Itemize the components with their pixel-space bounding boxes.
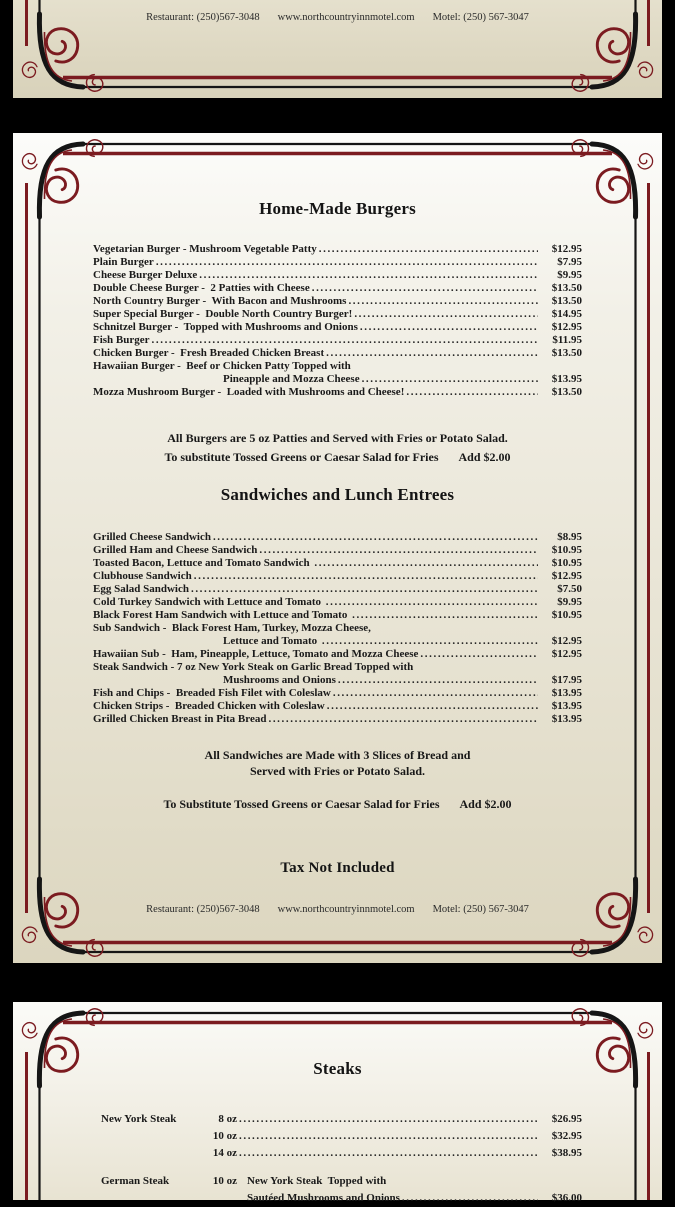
menu-item bbox=[93, 269, 582, 282]
menu-item bbox=[93, 596, 582, 609]
dot-leader bbox=[319, 243, 538, 256]
item-price: $13.95 bbox=[551, 373, 582, 385]
item-price: $12.95 bbox=[551, 635, 582, 647]
dot-leader bbox=[362, 373, 538, 386]
menu-item bbox=[93, 243, 582, 256]
item-price: $26.95 bbox=[551, 1113, 582, 1125]
item-price: $13.95 bbox=[551, 713, 582, 725]
tax-note: Tax Not Included bbox=[280, 860, 395, 876]
item-price: $14.95 bbox=[551, 308, 582, 320]
item-name: North Country Burger - With Bacon and Mushrooms bbox=[93, 295, 347, 307]
dot-leader bbox=[420, 648, 538, 661]
dot-leader bbox=[268, 713, 538, 726]
dot-leader bbox=[191, 583, 538, 596]
dot-leader bbox=[239, 1145, 538, 1162]
dot-leader bbox=[312, 282, 538, 295]
item-name: Plain Burger bbox=[93, 256, 154, 268]
item-price: $12.95 bbox=[551, 570, 582, 582]
menu-item bbox=[93, 256, 582, 269]
corner-flourish-bottom-right bbox=[572, 879, 655, 957]
substitute-note: To Substitute Tossed Greens or Caesar Salad for Fries bbox=[163, 797, 440, 811]
sandwich-list bbox=[93, 531, 582, 726]
menu-item bbox=[93, 570, 582, 583]
item-price: $12.95 bbox=[551, 648, 582, 660]
item-name: Steak Sandwich - 7 oz New York Steak on Garlic Bread Topped with bbox=[93, 661, 414, 673]
menu-item bbox=[93, 661, 582, 674]
menu-item bbox=[93, 531, 582, 544]
dot-leader bbox=[314, 557, 538, 570]
dot-leader bbox=[199, 269, 538, 282]
dot-leader bbox=[360, 321, 538, 334]
item-price: $36.00 bbox=[551, 1192, 582, 1204]
restaurant-phone: Restaurant: (250)567-3048 bbox=[146, 904, 260, 915]
menu-page-previous-bottom bbox=[13, 0, 662, 98]
item-price: $10.95 bbox=[551, 609, 582, 621]
sandwich-substitute-note bbox=[93, 795, 582, 814]
item-price: $12.95 bbox=[551, 243, 582, 255]
item-price: $38.95 bbox=[551, 1147, 582, 1159]
website-url: www.northcountryinnmotel.com bbox=[277, 12, 415, 23]
corner-flourish-top-right bbox=[572, 139, 655, 217]
dot-leader bbox=[406, 386, 538, 399]
burger-note-1: All Burgers are 5 oz Patties and Served with Fries or Potato Salad. bbox=[167, 431, 508, 445]
item-description: New York Steak Topped with bbox=[247, 1175, 387, 1187]
menu-item bbox=[93, 700, 582, 713]
item-name: Mozza Mushroom Burger - Loaded with Mushrooms and Cheese! bbox=[93, 386, 405, 398]
item-price: $13.50 bbox=[551, 347, 582, 359]
menu-item-continuation bbox=[93, 635, 582, 648]
item-name: Vegetarian Burger - Mushroom Vegetable Patty bbox=[93, 243, 317, 255]
menu-item-continuation bbox=[93, 373, 582, 386]
dot-leader bbox=[322, 635, 538, 648]
menu-item bbox=[93, 713, 582, 726]
item-price: $10.95 bbox=[551, 544, 582, 556]
item-price: $11.95 bbox=[552, 334, 582, 346]
corner-flourish-bottom-right bbox=[572, 14, 655, 92]
item-price: $32.95 bbox=[551, 1130, 582, 1142]
item-name: New York Steak bbox=[101, 1113, 177, 1125]
item-name: Double Cheese Burger - 2 Patties with Cheese bbox=[93, 282, 310, 294]
menu-item bbox=[93, 334, 582, 347]
dot-leader bbox=[327, 700, 538, 713]
menu-item-continuation bbox=[93, 674, 582, 687]
corner-flourish-bottom-left bbox=[20, 14, 103, 92]
menu-item bbox=[93, 648, 582, 661]
dot-leader bbox=[354, 308, 538, 321]
website-url: www.northcountryinnmotel.com bbox=[277, 904, 415, 915]
menu-item bbox=[93, 321, 582, 334]
item-name: Sub Sandwich - Black Forest Ham, Turkey, Mozza Cheese, bbox=[93, 622, 371, 634]
item-name: Schnitzel Burger - Topped with Mushrooms and Onions bbox=[93, 321, 358, 333]
menu-item bbox=[93, 622, 582, 635]
sandwich-notes bbox=[93, 748, 582, 779]
burger-list bbox=[93, 243, 582, 399]
item-size: 10 oz bbox=[212, 1130, 237, 1142]
item-name: Chicken Burger - Fresh Breaded Chicken Breast bbox=[93, 347, 325, 359]
corner-flourish-bottom-left bbox=[20, 879, 103, 957]
menu-item bbox=[101, 1111, 582, 1128]
item-name-line2: Mushrooms and Onions bbox=[223, 674, 336, 686]
item-price: $10.95 bbox=[551, 557, 582, 569]
item-size: 10 oz bbox=[212, 1175, 237, 1187]
section-title-sandwiches: Sandwiches and Lunch Entrees bbox=[220, 485, 455, 504]
dot-leader bbox=[239, 1128, 538, 1145]
restaurant-phone: Restaurant: (250)567-3048 bbox=[146, 12, 260, 23]
item-size: 8 oz bbox=[218, 1113, 237, 1125]
item-name: Grilled Cheese Sandwich bbox=[93, 531, 211, 543]
substitute-price: Add $2.00 bbox=[459, 797, 512, 811]
item-name: Hawaiian Sub - Ham, Pineapple, Lettuce, Tomato and Mozza Cheese bbox=[93, 648, 419, 660]
dot-leader bbox=[338, 674, 538, 687]
contact-info bbox=[93, 904, 582, 915]
item-price: $13.50 bbox=[551, 282, 582, 294]
corner-flourish-top-left bbox=[20, 1008, 103, 1086]
item-price: $7.95 bbox=[557, 256, 582, 268]
corner-flourish-top-right bbox=[572, 1008, 655, 1086]
item-name: Super Special Burger - Double North Country Burger! bbox=[93, 308, 353, 320]
motel-phone: Motel: (250) 567-3047 bbox=[432, 904, 529, 915]
item-name: Toasted Bacon, Lettuce and Tomato Sandwich bbox=[93, 557, 313, 569]
item-name: Black Forest Ham Sandwich with Lettuce and Tomato bbox=[93, 609, 351, 621]
item-price: $7.50 bbox=[557, 583, 582, 595]
steak-list bbox=[93, 1111, 582, 1207]
menu-item bbox=[93, 687, 582, 700]
item-price: $8.95 bbox=[557, 531, 582, 543]
item-name: Hawaiian Burger - Beef or Chicken Patty Topped with bbox=[93, 360, 351, 372]
item-name-line2: Lettuce and Tomato bbox=[223, 635, 320, 647]
item-name: Clubhouse Sandwich bbox=[93, 570, 192, 582]
item-price: $13.50 bbox=[551, 386, 582, 398]
menu-item bbox=[93, 544, 582, 557]
item-name: Fish Burger bbox=[93, 334, 150, 346]
item-name: Fish and Chips - Breaded Fish Filet with Coleslaw bbox=[93, 687, 331, 699]
dot-leader bbox=[213, 531, 538, 544]
burger-note-2 bbox=[93, 448, 582, 467]
dot-leader bbox=[326, 347, 538, 360]
dot-leader bbox=[156, 256, 538, 269]
item-name: German Steak bbox=[101, 1175, 170, 1187]
substitute-price: Add $2.00 bbox=[458, 450, 511, 464]
menu-item bbox=[93, 347, 582, 360]
menu-page-steaks bbox=[13, 1002, 662, 1204]
item-size: 14 oz bbox=[212, 1147, 237, 1159]
item-name-line2: Pineapple and Mozza Cheese bbox=[223, 373, 360, 385]
item-name: Grilled Chicken Breast in Pita Bread bbox=[93, 713, 267, 725]
dot-leader bbox=[402, 1190, 538, 1207]
menu-item bbox=[93, 282, 582, 295]
motel-phone: Motel: (250) 567-3047 bbox=[432, 12, 529, 23]
item-name: Cold Turkey Sandwich with Lettuce and Tomato bbox=[93, 596, 324, 608]
menu-item-continuation bbox=[101, 1190, 582, 1207]
dot-leader bbox=[152, 334, 538, 347]
dot-leader bbox=[348, 295, 538, 308]
contact-info bbox=[13, 0, 662, 23]
menu-item bbox=[93, 557, 582, 570]
dot-leader bbox=[333, 687, 538, 700]
corner-flourish-top-left bbox=[20, 139, 103, 217]
item-name: Egg Salad Sandwich bbox=[93, 583, 189, 595]
dot-leader bbox=[194, 570, 538, 583]
item-price: $9.95 bbox=[557, 269, 582, 281]
dot-leader bbox=[239, 1111, 538, 1128]
menu-item bbox=[101, 1145, 582, 1162]
menu-item bbox=[93, 609, 582, 622]
item-price: $13.50 bbox=[551, 295, 582, 307]
dot-leader bbox=[352, 609, 538, 622]
item-name: Grilled Ham and Cheese Sandwich bbox=[93, 544, 258, 556]
item-price: $17.95 bbox=[551, 674, 582, 686]
sandwich-note-line1: All Sandwiches are Made with 3 Slices of Bread and bbox=[204, 748, 471, 762]
menu-item bbox=[101, 1128, 582, 1145]
menu-item bbox=[93, 386, 582, 399]
dot-leader bbox=[259, 544, 538, 557]
item-price: $13.95 bbox=[551, 700, 582, 712]
menu-page-burgers-sandwiches bbox=[13, 133, 662, 963]
item-name: Chicken Strips - Breaded Chicken with Coleslaw bbox=[93, 700, 325, 712]
item-description-line2: Sautéed Mushrooms and Onions bbox=[247, 1192, 400, 1204]
dot-leader bbox=[326, 596, 538, 609]
menu-item bbox=[93, 583, 582, 596]
menu-item bbox=[93, 308, 582, 321]
section-title-steaks: Steaks bbox=[313, 1059, 362, 1078]
item-price: $9.95 bbox=[557, 596, 582, 608]
item-price: $13.95 bbox=[551, 687, 582, 699]
sandwich-note-line2: Served with Fries or Potato Salad. bbox=[249, 763, 426, 778]
section-title-burgers: Home-Made Burgers bbox=[259, 199, 416, 218]
menu-item bbox=[93, 360, 582, 373]
burger-notes bbox=[93, 429, 582, 467]
menu-item bbox=[93, 295, 582, 308]
item-price: $12.95 bbox=[551, 321, 582, 333]
item-name: Cheese Burger Deluxe bbox=[93, 269, 198, 281]
menu-item bbox=[101, 1173, 582, 1190]
substitute-note: To substitute Tossed Greens or Caesar Salad for Fries bbox=[164, 450, 439, 464]
